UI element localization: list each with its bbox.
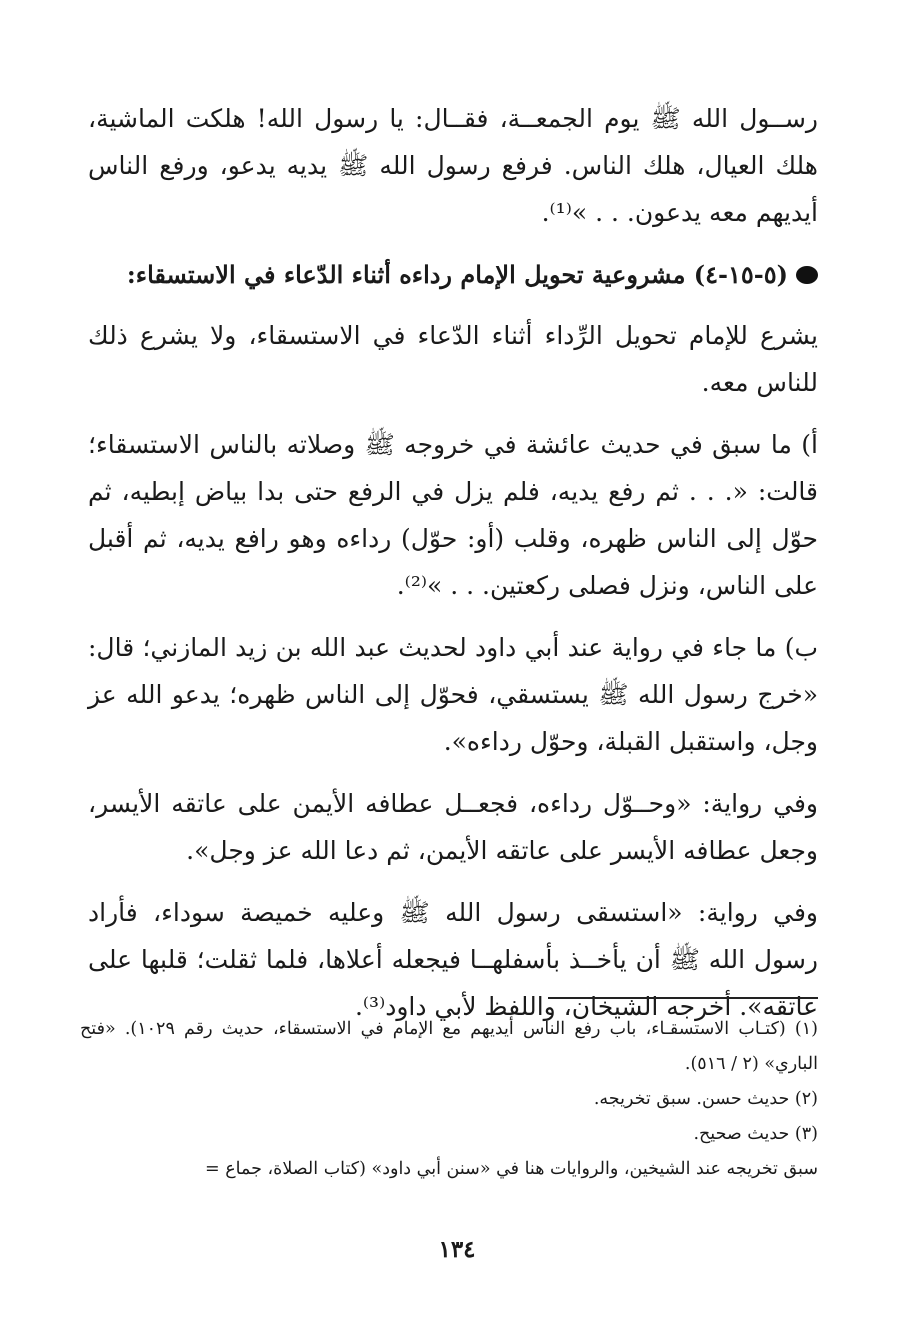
- bullet-icon: [796, 266, 818, 284]
- paragraph-5: وفي رواية: «وحــوّل رداءه، فجعــل عطافه الأيمن على عاتقه الأيسر، وجعل عطافه الأيسر على عاتقه الأيمن، ثم دعا الله عز وجل».: [88, 789, 818, 865]
- paragraph-6: وفي رواية: «استسقى رسول الله ﷺ وعليه خميصة سوداء، فأراد رسول الله ﷺ أن يأخــذ بأسفلهــا فيجعله أعلاها، فلما ثقلت؛ قلبها على عاتقه». أخرجه الشيخان، واللفظ لأبي داود⁽³⁾.: [88, 898, 818, 1021]
- paragraph-1: رســول الله ﷺ يوم الجمعــة، فقــال: يا رسول الله! هلكت الماشية، هلك العيال، هلك الناس. فرفع رسول الله ﷺ يديه يدعو، ورفع الناس أيديهم معه يدعون. . . »⁽¹⁾.: [88, 104, 818, 227]
- page-body: [88, 95, 818, 1045]
- section-heading-text: (٥-١٥-٤) مشروعية تحويل الإمام رداءه أثناء الدّعاء في الاستسقاء:: [126, 260, 788, 289]
- footnote-1: (١) (كتـاب الاستسقـاء، باب رفع الناس أيديهم مع الإمام في الاستسقاء، حديث رقم ١٠٢٩). «فتح الباري» (٢ / ٥١٦).: [80, 1019, 818, 1074]
- footnote-separator: [548, 997, 818, 999]
- paragraph-2: يشرع للإمام تحويل الرِّداء أثناء الدّعاء في الاستسقاء، ولا يشرع ذلك للناس معه.: [88, 321, 818, 397]
- footnote-2: (٢) حديث حسن. سبق تخريجه.: [593, 1089, 818, 1109]
- page-number: ١٣٤: [438, 1236, 476, 1263]
- paragraph-4: ب) ما جاء في رواية عند أبي داود لحديث عبد الله بن زيد المازني؛ قال: «خرج رسول الله ﷺ يستسقي، فحوّل إلى الناس ظهره؛ يدعو الله عز وجل، واستقبل القبلة، وحوّل رداءه».: [88, 633, 818, 756]
- footnotes: [80, 1012, 818, 1187]
- footnote-continuation: سبق تخريجه عند الشيخين، والروايات هنا في «سنن أبي داود» (كتاب الصلاة، جماع =: [205, 1159, 818, 1179]
- section-heading: [88, 251, 818, 298]
- paragraph-3: أ) ما سبق في حديث عائشة في خروجه ﷺ وصلاته بالناس الاستسقاء؛ قالت: «. . . ثم رفع يديه، فلم يزل في الرفع حتى بدا بياض إبطيه، ثم حوّل إلى الناس ظهره، وقلب (أو: حوّل) رداءه وهو رافع يديه، ثم أقبل على الناس، ونزل فصلى ركعتين. . . »⁽²⁾.: [88, 430, 818, 600]
- footnote-3: (٣) حديث صحيح.: [693, 1124, 818, 1144]
